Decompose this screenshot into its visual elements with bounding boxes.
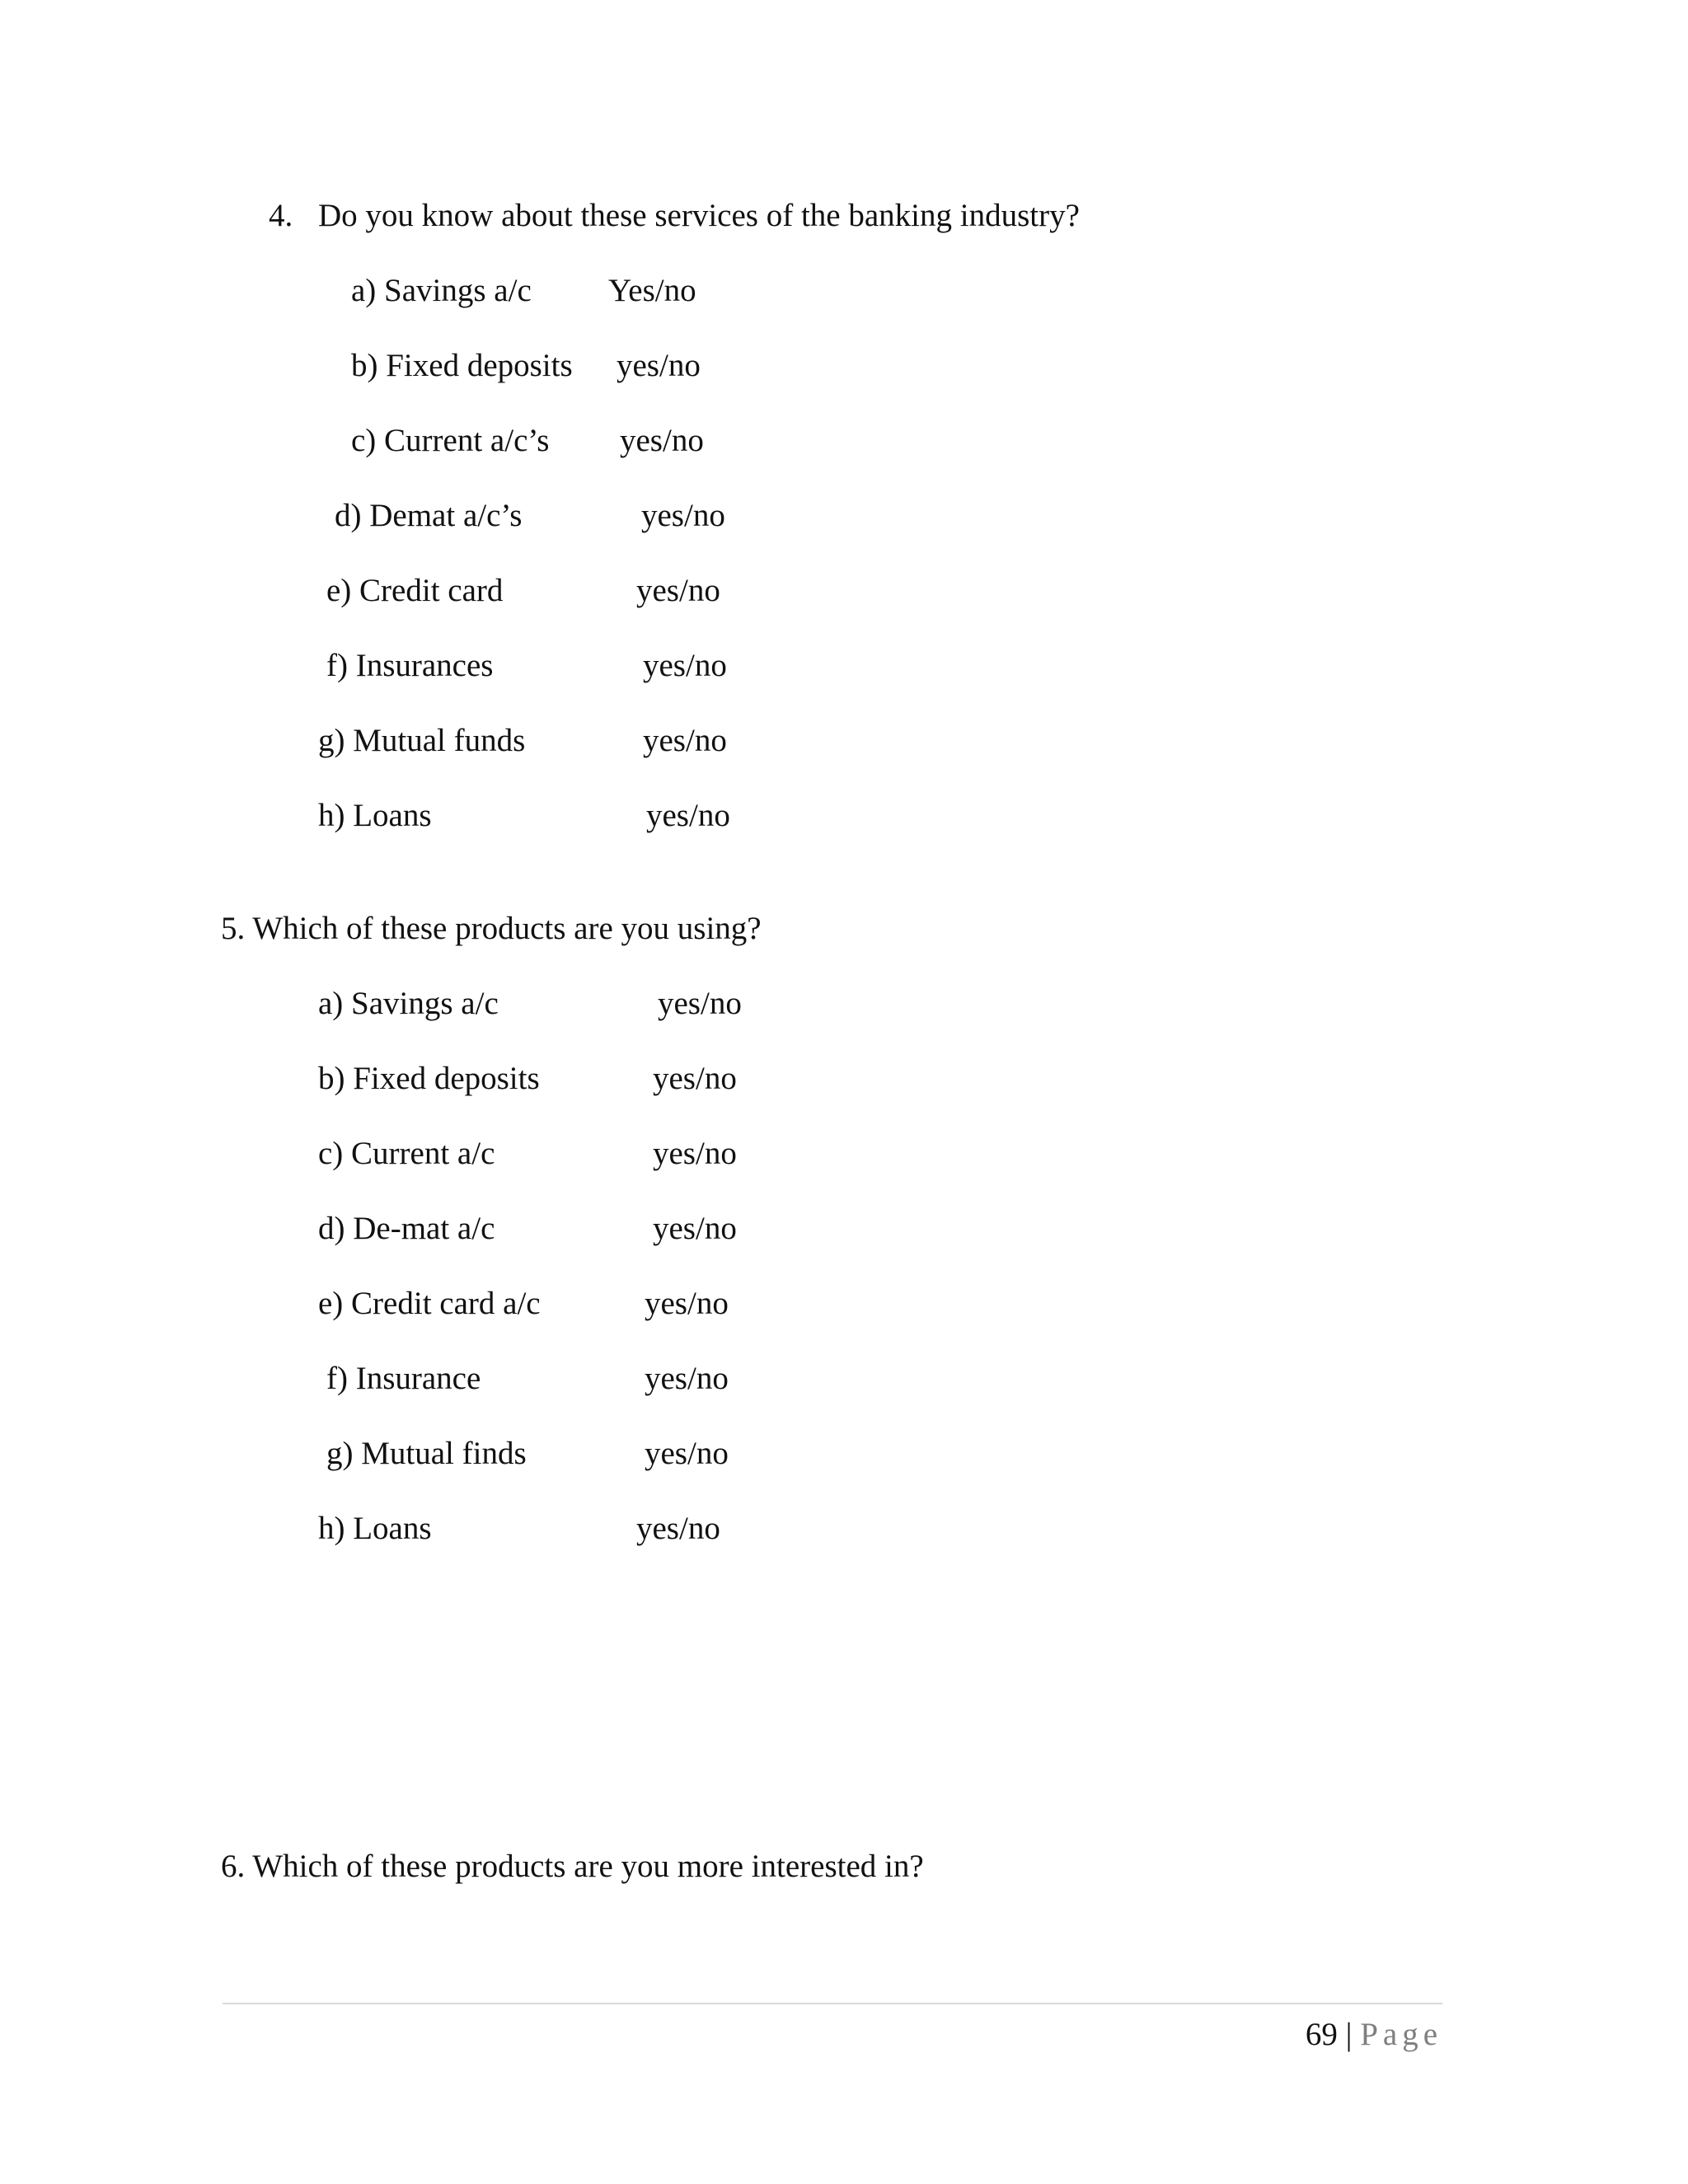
page-footer: [1306, 2016, 1442, 2054]
q4-option-h-label: h) Loans: [318, 798, 432, 833]
q5-option-b-label: b) Fixed deposits: [318, 1061, 540, 1096]
q5-option-g-label: g) Mutual finds: [326, 1436, 527, 1471]
footer-divider: [223, 2003, 1442, 2004]
q4-option-h-answer: yes/no: [646, 798, 730, 833]
q4-option-f-answer: yes/no: [643, 648, 727, 683]
q5-option-g-answer: yes/no: [645, 1436, 729, 1471]
question-4-text: Do you know about these services of the banking industry?: [318, 198, 1080, 233]
q4-option-c-label: c) Current a/c’s: [351, 423, 550, 458]
q5-option-b-answer: yes/no: [653, 1061, 737, 1096]
q4-option-a-label: a) Savings a/c: [351, 273, 532, 308]
q5-option-e-label: e) Credit card a/c: [318, 1286, 541, 1321]
q4-option-b-answer: yes/no: [617, 348, 701, 383]
q4-option-d-answer: yes/no: [641, 498, 725, 533]
q4-option-g-label: g) Mutual funds: [318, 723, 526, 758]
page-word: Page: [1360, 2017, 1442, 2052]
q4-option-f-label: f) Insurances: [326, 648, 494, 683]
q5-option-h-answer: yes/no: [636, 1511, 720, 1546]
q4-option-b-label: b) Fixed deposits: [351, 348, 573, 383]
footer-separator: |: [1345, 2017, 1353, 2052]
q4-option-a-answer: Yes/no: [608, 273, 696, 308]
q5-option-f-label: f) Insurance: [326, 1361, 481, 1396]
question-6-text: 6. Which of these products are you more interested in?: [221, 1849, 924, 1884]
page-number: 69: [1305, 2017, 1338, 2052]
q4-option-e-label: e) Credit card: [326, 573, 504, 608]
q5-option-f-answer: yes/no: [645, 1361, 729, 1396]
q4-option-e-answer: yes/no: [636, 573, 720, 608]
q5-option-c-label: c) Current a/c: [318, 1136, 495, 1171]
q5-option-d-answer: yes/no: [653, 1211, 737, 1246]
q5-option-d-label: d) De-mat a/c: [318, 1211, 495, 1246]
q5-option-e-answer: yes/no: [645, 1286, 729, 1321]
question-5-text: 5. Which of these products are you using?: [221, 911, 762, 946]
q4-option-d-label: d) Demat a/c’s: [335, 498, 523, 533]
q4-option-g-answer: yes/no: [643, 723, 727, 758]
q5-option-a-answer: yes/no: [658, 986, 742, 1021]
q4-option-c-answer: yes/no: [620, 423, 704, 458]
q5-option-h-label: h) Loans: [318, 1511, 432, 1546]
q5-option-c-answer: yes/no: [653, 1136, 737, 1171]
q5-option-a-label: a) Savings a/c: [318, 986, 499, 1021]
question-4-number: 4.: [269, 198, 293, 233]
